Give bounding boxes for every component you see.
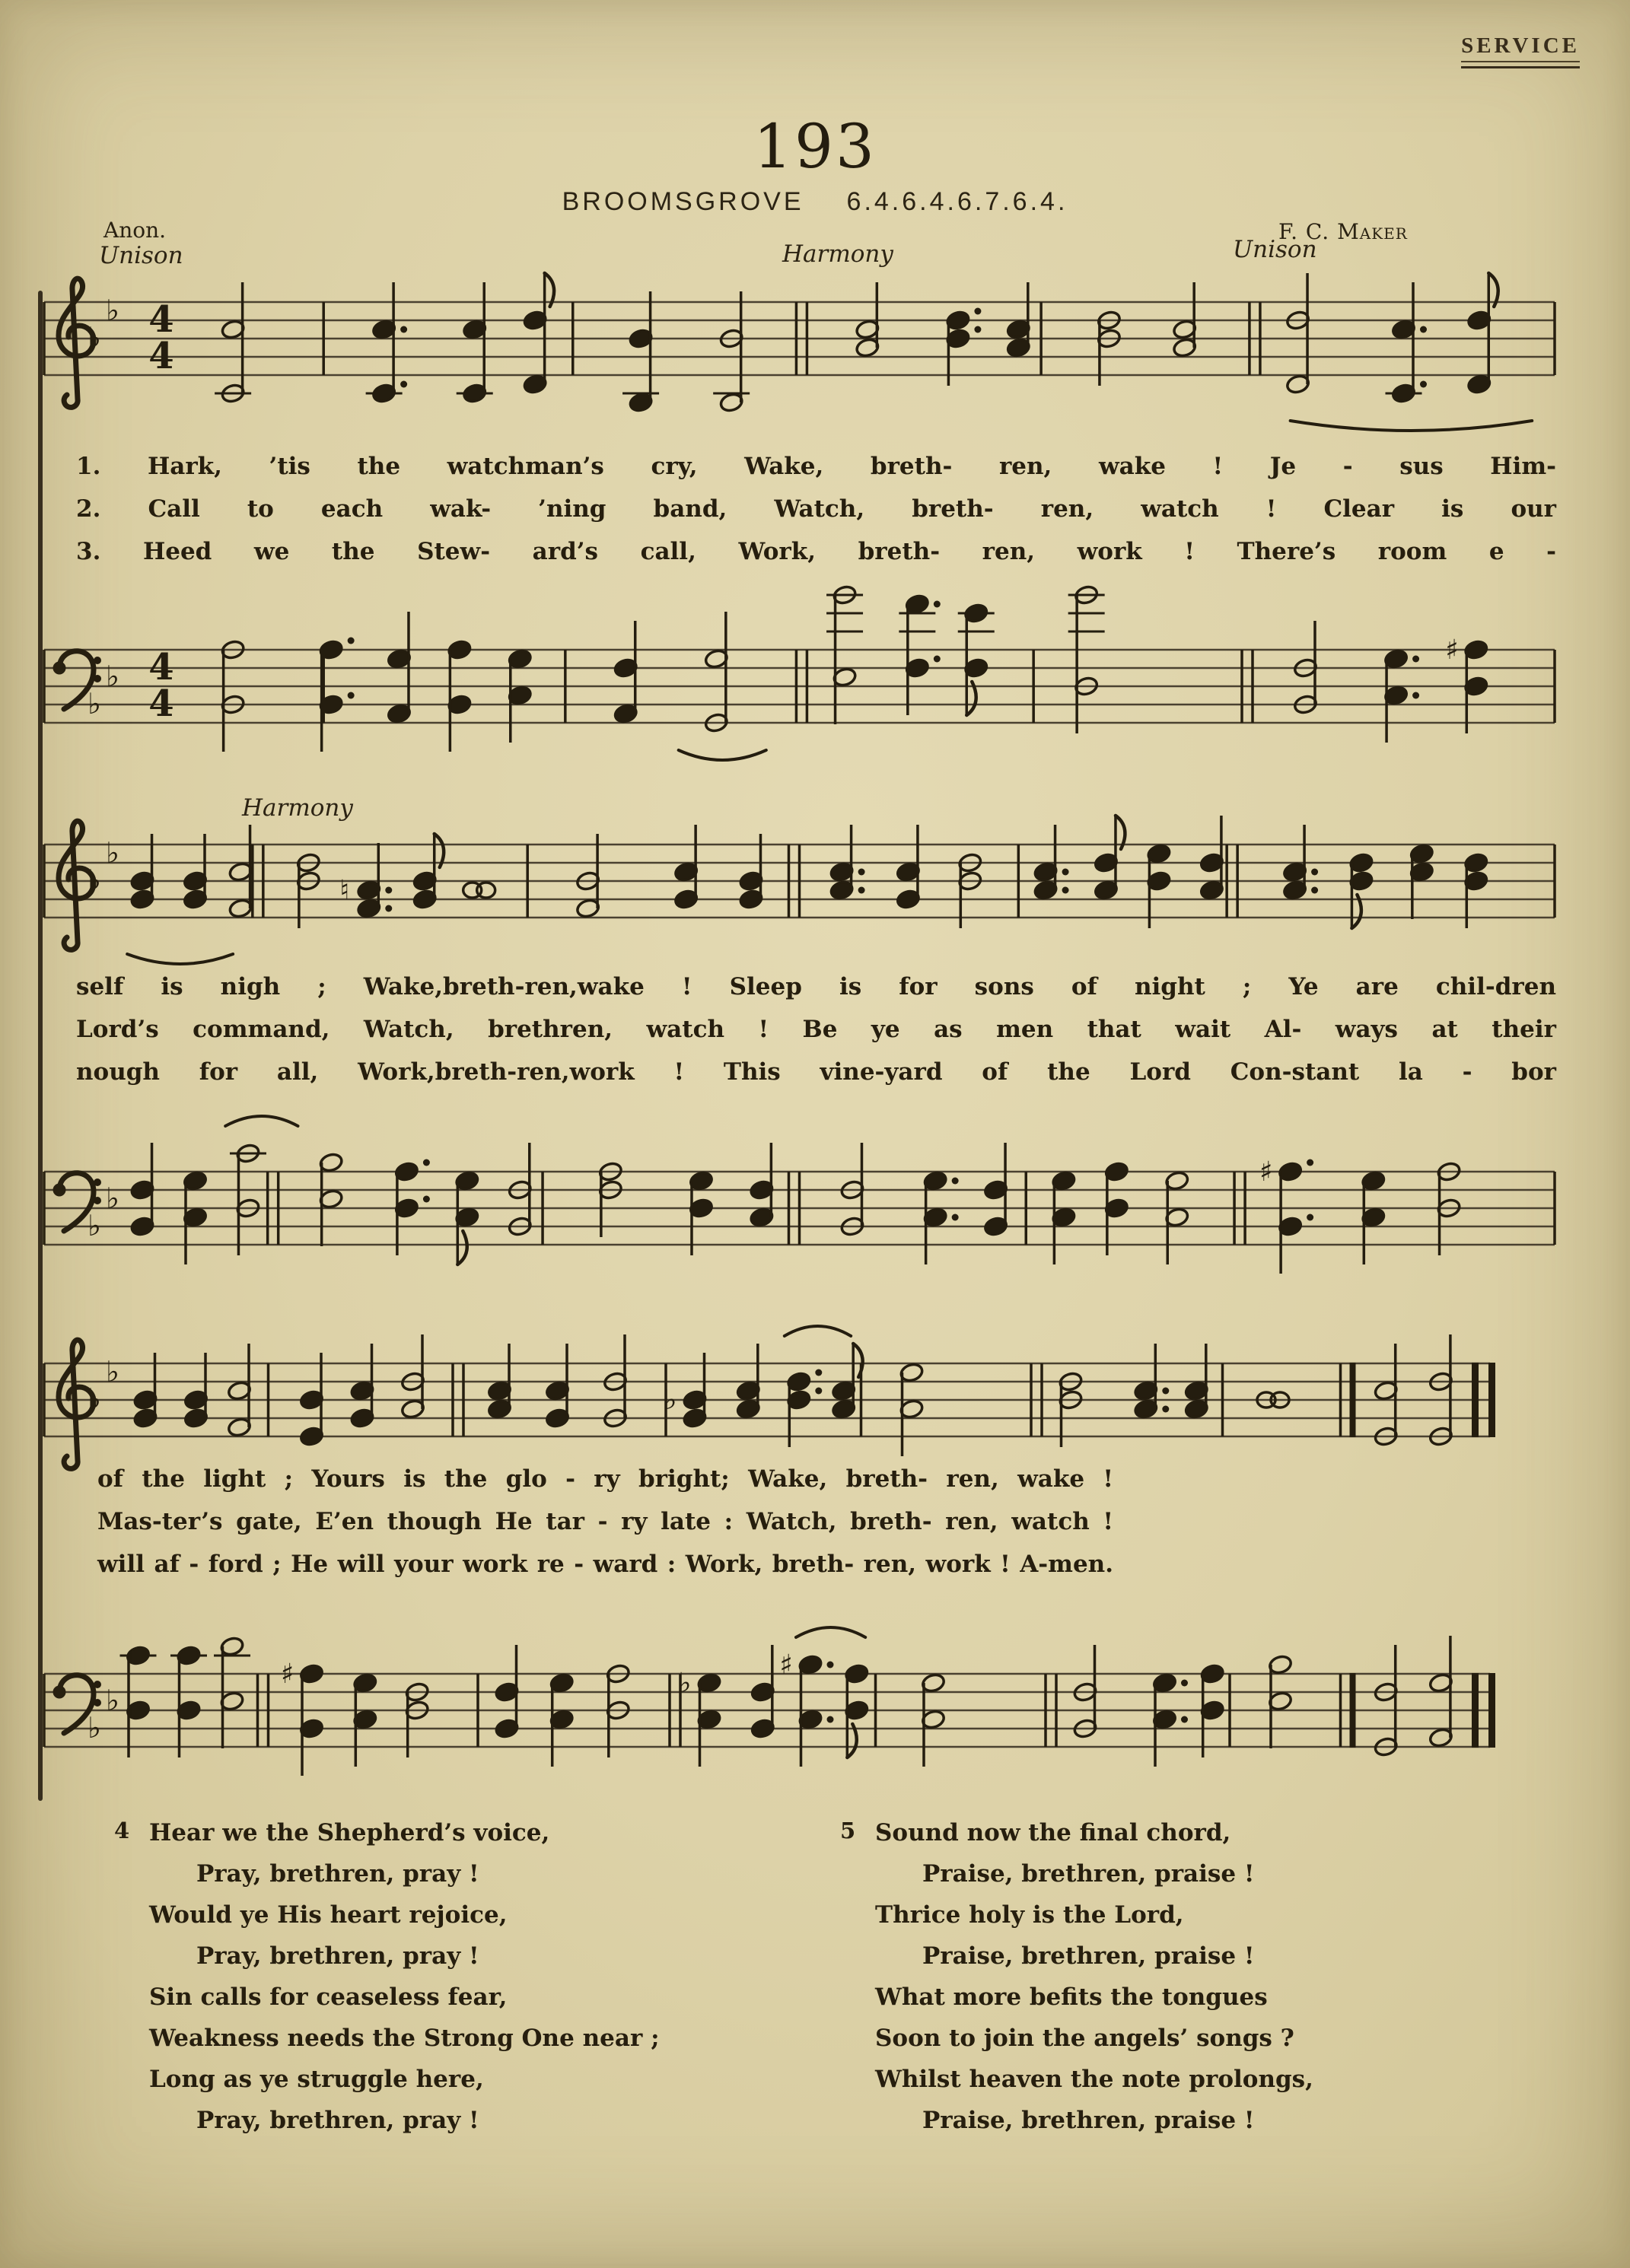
tune-meter: 6.4.6.4.6.7.6.4. [846, 187, 1068, 216]
verse-line: Soon to join the angels’ songs ? [875, 2025, 1294, 2052]
svg-text:♮: ♮ [339, 875, 350, 906]
svg-text:4: 4 [148, 646, 174, 689]
verse-line: Hear we the Shepherd’s voice, [149, 1819, 550, 1847]
verse-line: Pray, brethren, pray ! [196, 2107, 479, 2134]
svg-text:♭: ♭ [88, 321, 101, 355]
svg-text:♭: ♭ [106, 660, 119, 693]
svg-text:♯: ♯ [1259, 1156, 1273, 1188]
verse-column [840, 1812, 1313, 2141]
verse-number: 5 [840, 1818, 856, 1843]
composer-credit: F. C. Maker [1278, 219, 1408, 244]
svg-text:♭: ♭ [106, 1355, 119, 1388]
verse-column [114, 1812, 660, 2141]
verse-line: Sound now the final chord, [875, 1819, 1231, 1847]
verse-line: Praise, brethren, praise ! [922, 1942, 1255, 1970]
verse-line: Praise, brethren, praise ! [922, 1860, 1255, 1888]
svg-text:♭: ♭ [106, 1182, 119, 1215]
verse-line: Whilst heaven the note prolongs, [875, 2066, 1313, 2093]
verse-line: Sin calls for ceaseless fear, [149, 1983, 508, 2011]
lyric-line: self is nigh ; Wake,breth-ren,wake ! Sleep is for sons of night ; Ye are chil-dren [76, 973, 1556, 1000]
svg-text:♭: ♭ [88, 1209, 101, 1242]
verse-line: Pray, brethren, pray ! [196, 1860, 479, 1888]
svg-text:4: 4 [148, 335, 174, 377]
svg-text:4: 4 [148, 298, 174, 341]
verse-line: Praise, brethren, praise ! [922, 2107, 1255, 2134]
author-credit: Anon. [103, 218, 167, 243]
verse-line: Pray, brethren, pray ! [196, 1942, 479, 1970]
hymn-number: 193 [753, 111, 877, 182]
verse-line: Thrice holy is the Lord, [875, 1901, 1184, 1929]
verse-line: Would ye His heart rejoice, [149, 1901, 508, 1929]
svg-text:♭: ♭ [664, 1385, 677, 1416]
lyric-line: 2. Call to each wak- ’ning band, Watch, breth- ren, watch ! Clear is our [76, 495, 1556, 523]
lyric-line: of the light ; Yours is the glo - ry bright; Wake, breth- ren, wake ! [97, 1465, 1113, 1493]
svg-text:♯: ♯ [280, 1659, 294, 1690]
label-unison-2: Unison [1233, 236, 1317, 263]
verse-number: 4 [114, 1818, 130, 1843]
svg-text:♭: ♭ [88, 1711, 101, 1745]
svg-text:♭: ♭ [106, 1684, 119, 1717]
verse-line: What more befits the tongues [875, 1983, 1268, 2011]
svg-text:4: 4 [148, 682, 174, 725]
svg-text:♭: ♭ [106, 294, 119, 327]
verse-line: Weakness needs the Strong One near ; [149, 2025, 660, 2052]
lyric-line: Lord’s command, Watch, brethren, watch ! Be ye as men that wait Al- ways at their [76, 1016, 1556, 1043]
svg-text:♯: ♯ [1445, 635, 1459, 666]
tune-name: BROOMSGROVE [562, 187, 804, 216]
label-harmony-2: Harmony [242, 794, 353, 822]
lyric-line: nough for all, Work,breth-ren,work ! This vine-yard of the Lord Con-stant la - bor [76, 1058, 1556, 1086]
svg-text:♯: ♯ [779, 1649, 793, 1681]
lyric-line: will af - ford ; He will your work re - ward : Work, breth- ren, work ! A-men. [97, 1551, 1113, 1578]
label-unison-1: Unison [99, 242, 183, 269]
svg-text:♭: ♭ [88, 1382, 101, 1416]
svg-text:♭: ♭ [678, 1668, 692, 1699]
label-harmony-1: Harmony [782, 240, 893, 268]
music-staff-3 [33, 715, 1597, 1062]
lyric-line: 3. Heed we the Stew- ard’s call, Work, breth- ren, work ! There’s room e - [76, 538, 1556, 565]
verse-line: Long as ye struggle here, [149, 2066, 484, 2093]
lyric-line: 1. Hark, ’tis the watchman’s cry, Wake, breth- ren, wake ! Je - sus Him- [76, 453, 1556, 480]
running-head: SERVICE [1461, 33, 1580, 68]
svg-text:♭: ♭ [88, 687, 101, 720]
svg-text:♭: ♭ [106, 836, 119, 870]
svg-text:♭: ♭ [88, 864, 101, 897]
lyric-line: Mas-ter’s gate, E’en though He tar - ry late : Watch, breth- ren, watch ! [97, 1508, 1113, 1535]
